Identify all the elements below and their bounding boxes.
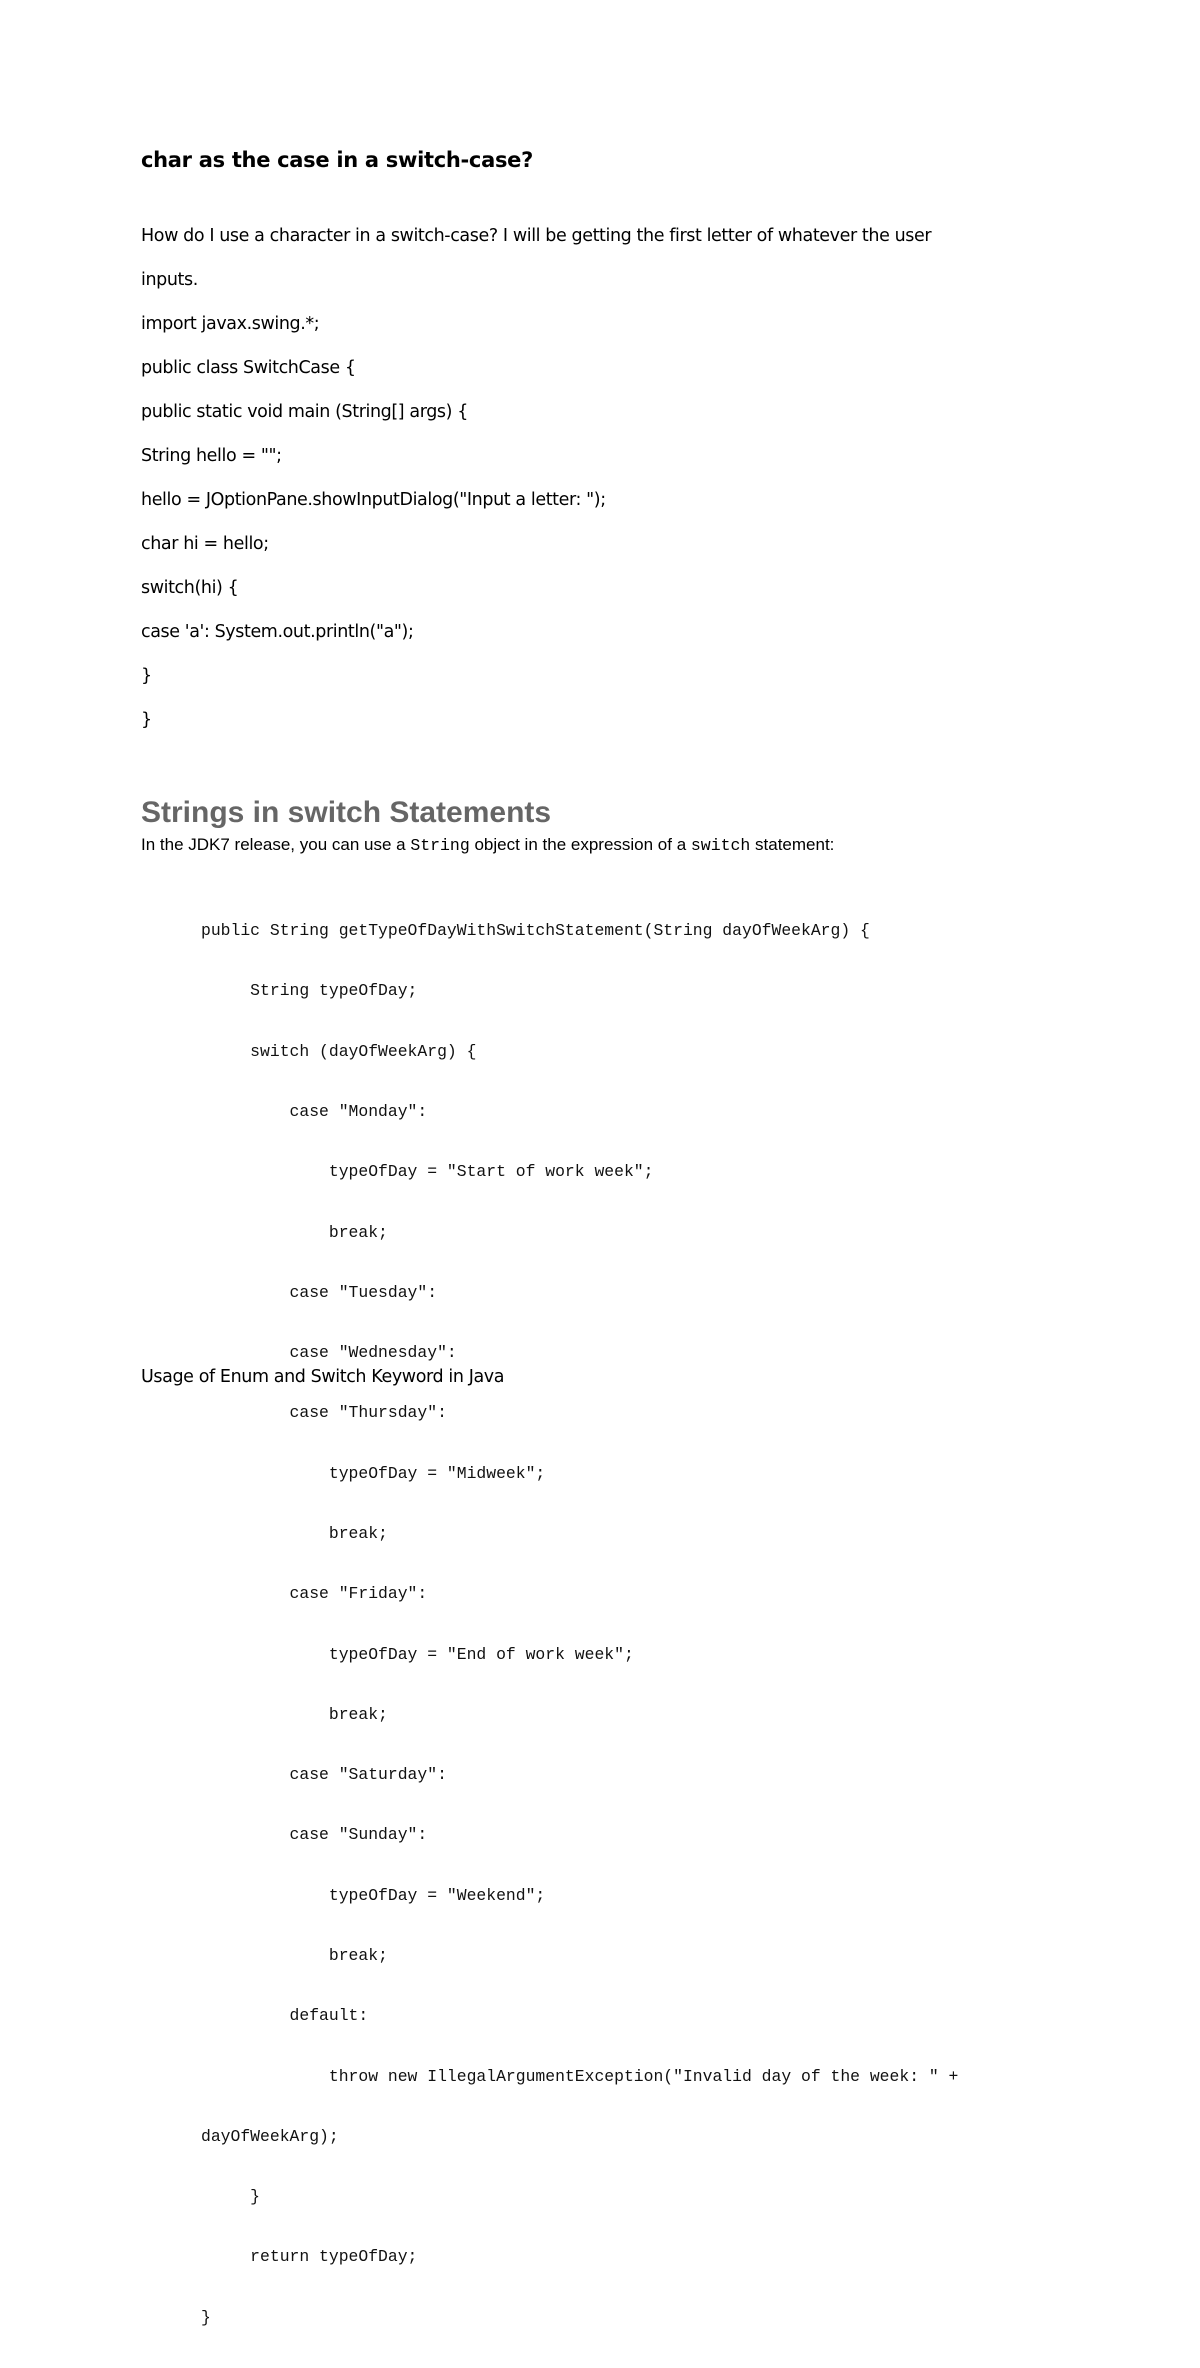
code-line: case "Friday":	[201, 1584, 428, 1604]
code-line: typeOfDay = "End of work week";	[201, 1644, 634, 1664]
section-intro-text: object in the expression of a	[469, 835, 691, 854]
question-title: char as the case in a switch-case?	[141, 148, 533, 172]
code-block	[201, 881, 958, 2368]
code-line: default:	[201, 2006, 369, 2026]
footer-text: Usage of Enum and Switch Keyword in Java	[141, 1367, 505, 1387]
question-text-line-2: inputs.	[141, 270, 198, 290]
code-line: typeOfDay = "Start of work week";	[201, 1162, 654, 1182]
question-code-line: String hello = "";	[141, 446, 282, 466]
question-code-line: case 'a': System.out.println("a");	[141, 622, 414, 642]
section-heading: Strings in switch Statements	[141, 796, 552, 829]
code-line: case "Monday":	[201, 1102, 428, 1122]
question-code-line: hello = JOptionPane.showInputDialog("Input a letter: ");	[141, 490, 606, 510]
section-intro-code: switch	[690, 836, 751, 855]
section-intro	[141, 833, 834, 858]
section-intro-code: String	[410, 836, 470, 855]
code-line: break;	[201, 1524, 388, 1543]
question-code-line: }	[141, 666, 152, 686]
code-line: typeOfDay = "Midweek";	[201, 1463, 546, 1483]
code-line: public String getTypeOfDayWithSwitchStatement(String dayOfWeekArg) {	[201, 921, 870, 941]
section-intro-text: statement:	[750, 835, 835, 854]
code-line: String typeOfDay;	[201, 981, 418, 1001]
code-line: throw new IllegalArgumentException("Invalid day of the week: " +	[201, 2066, 959, 2086]
question-code-line: import javax.swing.*;	[141, 314, 320, 334]
code-line: break;	[201, 1945, 388, 1965]
code-line: case "Wednesday":	[201, 1343, 457, 1363]
code-line: case "Sunday":	[201, 1825, 428, 1845]
question-text-line-1: How do I use a character in a switch-case? I will be getting the first letter of whatever the user	[141, 226, 932, 246]
code-line: switch (dayOfWeekArg) {	[201, 1041, 477, 1061]
question-code-line: }	[141, 710, 152, 730]
code-line: dayOfWeekArg);	[201, 2126, 339, 2146]
question-code-line: switch(hi) {	[141, 578, 239, 598]
code-line: case "Thursday":	[201, 1403, 447, 1423]
code-line: break;	[201, 1704, 388, 1724]
section-intro-text: In the JDK7 release, you can use a	[141, 835, 411, 854]
question-code-line: public class SwitchCase {	[141, 358, 356, 378]
question-code-line: char hi = hello;	[141, 534, 269, 554]
code-line: case "Saturday":	[201, 1765, 447, 1785]
code-line: typeOfDay = "Weekend";	[201, 1885, 546, 1905]
code-line: }	[201, 2307, 211, 2327]
code-line: }	[201, 2187, 261, 2207]
code-line: break;	[201, 1222, 388, 1242]
question-code-line: public static void main (String[] args) {	[141, 402, 468, 422]
code-line: return typeOfDay;	[201, 2247, 418, 2267]
code-line: case "Tuesday":	[201, 1282, 438, 1302]
